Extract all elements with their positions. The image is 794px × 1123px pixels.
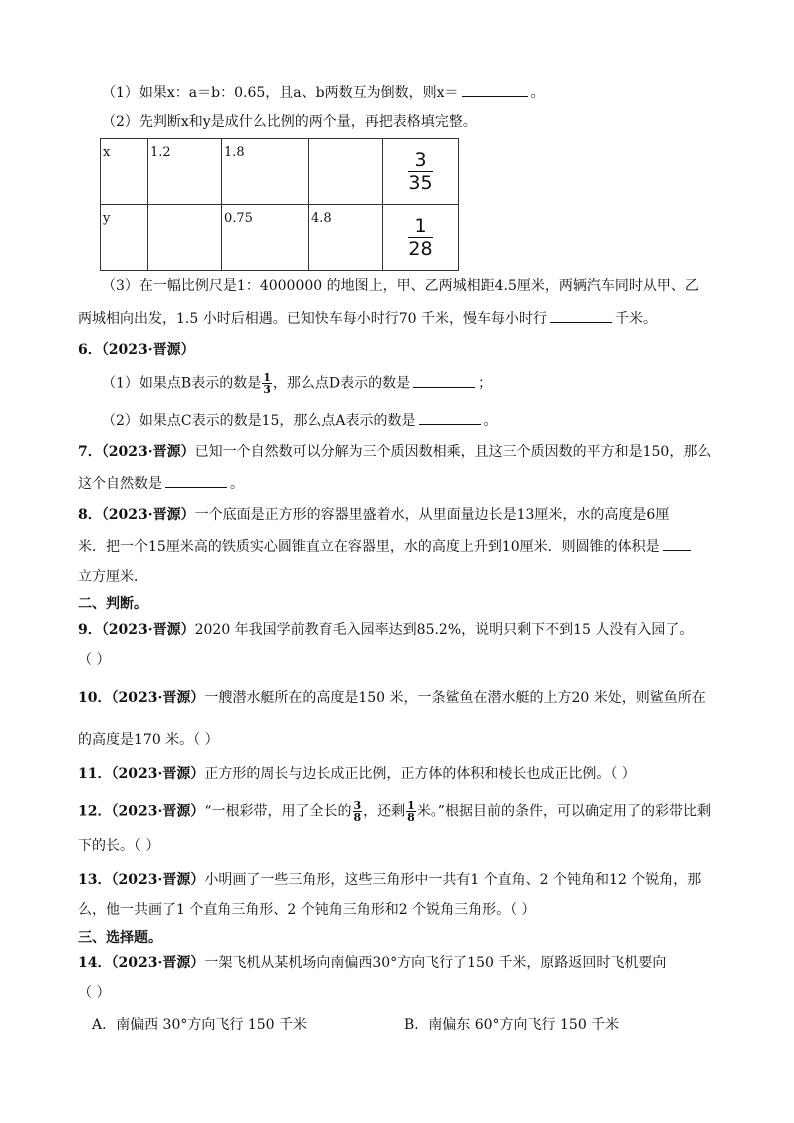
q8-line1: 8．（2023·晋源）一个底面是正方形的容器里盛着水，从里面量边长是13厘米，水的高度是6厘 <box>78 507 670 523</box>
fraction: $\frac{1}{3}$ <box>263 371 271 396</box>
table-cell: x <box>101 139 148 205</box>
q8-line3: 立方厘米． <box>78 569 148 585</box>
option-a[interactable]: A．南偏西 30°方向飞行 150 千米 <box>92 1017 307 1033</box>
table-row-y <box>101 205 459 271</box>
q10-line1: 10．（2023·晋源）一艘潜水艇所在的高度是150 米，一条鲨鱼在潜水艇的上方20 米处，则鲨鱼所在 <box>78 690 706 706</box>
answer-blank[interactable] <box>462 82 528 97</box>
q5-part3-line1: （3）在一幅比例尺是1：4000000 的地图上，甲、乙两城相距4.5厘米，两辆汽车同时从甲、乙 <box>102 278 699 294</box>
q14-line1: 14．（2023·晋源）一架飞机从某机场向南偏西30°方向飞行了150 千米，原路返回时飞机要向 <box>78 955 667 971</box>
fraction: $\frac{3}{35}$ <box>408 149 433 194</box>
section-heading: 二、判断。 <box>78 596 148 612</box>
table-cell-fraction <box>383 139 459 205</box>
q8-line2: 米．把一个15厘米高的铁质实心圆锥直立在容器里，水的高度上升到10厘米．则圆锥的体积是 <box>78 536 694 557</box>
table-cell: 4.8 <box>309 205 383 271</box>
q12-line1: 12．（2023·晋源）“一根彩带，用了全长的 $\frac{3}{8}$ ，还剩 $\frac{1}{8}$ 米。”根据目前的条件，可以确定用了的彩带比剩 <box>78 799 711 824</box>
table-cell[interactable] <box>148 205 222 271</box>
table-cell: 0.75 <box>222 205 309 271</box>
q7-line2: 这个自然数是 。 <box>78 473 244 494</box>
q10-line2[interactable]: 的高度是170 米。（ ） <box>78 732 219 748</box>
answer-blank[interactable] <box>165 473 227 488</box>
option-b[interactable]: B．南偏东 60°方向飞行 150 千米 <box>404 1017 620 1033</box>
answer-blank[interactable] <box>663 536 691 551</box>
q9-line1: 9．（2023·晋源）2020 年我国学前教育毛入园率达到85.2%，说明只剩下不到15 人没有入园了。 <box>78 622 694 638</box>
q11-line1: 11．（2023·晋源）正方形的周长与边长成正比例，正方体的体积和棱长也成正比例。（ ） <box>78 766 636 782</box>
q6-header: 6．（2023·晋源） <box>78 342 195 358</box>
q5-part3-line2: 两城相向出发，1.5 小时后相遇。已知快车每小时行70 千米，慢车每小时行 千米。 <box>78 308 657 329</box>
table-cell-fraction <box>383 205 459 271</box>
q13-line2[interactable]: 么，他一共画了1 个直角三角形、2 个钝角三角形和2 个锐角三角形。（ ） <box>78 902 536 918</box>
table-row-x <box>101 139 459 205</box>
q5-part2: （2）先判断x和y是成什么比例的两个量，再把表格填完整。 <box>102 114 477 130</box>
answer-blank[interactable] <box>419 410 481 425</box>
fraction: $\frac{1}{28}$ <box>408 215 433 260</box>
q6-part1: （1）如果点B表示的数是 $\frac{1}{3}$ ，那么点D表示的数是 ； <box>102 371 493 396</box>
table-cell: 1.8 <box>222 139 309 205</box>
q5-part1: （1）如果x：a＝b：0.65，且a、b两数互为倒数，则x＝ 。 <box>102 82 545 103</box>
answer-blank[interactable] <box>550 308 612 323</box>
q13-line1: 13．（2023·晋源）小明画了一些三角形，这些三角形中一共有1 个直角、2 个钝角和12 个锐角，那 <box>78 872 702 888</box>
q6-part2: （2）如果点C表示的数是15，那么点A表示的数是 。 <box>102 410 498 431</box>
section-heading: 三、选择题。 <box>78 930 162 946</box>
q14-answer-bracket[interactable]: （ ） <box>78 985 111 1001</box>
table-cell[interactable] <box>309 139 383 205</box>
q7-line1: 7．（2023·晋源）已知一个自然数可以分解为三个质因数相乘，且这三个质因数的平方和是150，那么 <box>78 444 712 460</box>
fraction: $\frac{3}{8}$ <box>353 799 362 824</box>
table-cell: 1.2 <box>148 139 222 205</box>
q9-answer-bracket[interactable]: （ ） <box>78 652 111 668</box>
fraction: $\frac{1}{8}$ <box>407 799 415 824</box>
xy-table <box>100 138 459 271</box>
answer-blank[interactable] <box>413 373 475 388</box>
table-cell: y <box>101 205 148 271</box>
q12-line2[interactable]: 下的长。（ ） <box>78 838 160 854</box>
